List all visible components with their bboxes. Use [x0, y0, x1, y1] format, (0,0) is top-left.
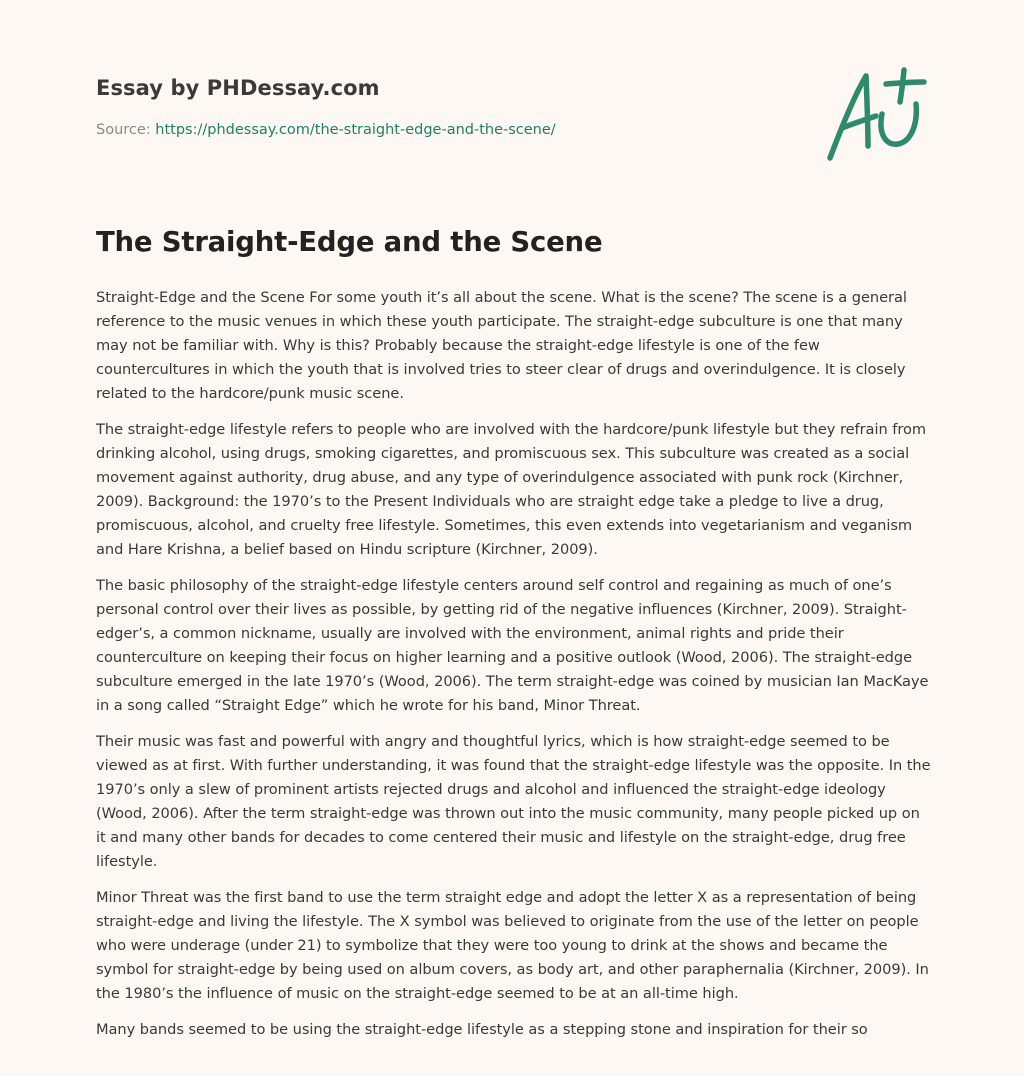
- essay-paragraph: Many bands seemed to be using the straight-edge lifestyle as a stepping stone and inspiration for their so: [96, 1021, 868, 1038]
- a-plus-icon: [820, 66, 930, 166]
- source-label: Source:: [96, 122, 156, 138]
- essay-paragraph: The straight-edge lifestyle refers to people who are involved with the hardcore/punk lifestyle but they refrain from drinking alcohol, using drugs, smoking cigarettes, and promiscuous sex. This subculture was created as a social movement against authority, drug abuse, and any type of overindulgence associated with punk rock (Kirchner, 2009). Background: the 1970’s to the Present Individuals who are straight edge take a pledge to live a drug, promiscuous, alcohol, and cruelty free lifestyle. Sometimes, this even extends into vegetarianism and veganism and Hare Krishna, a belief based on Hindu scripture (Kirchner, 2009).: [96, 421, 927, 558]
- essay-paragraph: Their music was fast and powerful with angry and thoughtful lyrics, which is how straight-edge seemed to be viewed as at first. With further understanding, it was found that the straight-edge lifestyle was the opposite. In the 1970’s only a slew of prominent artists rejected drugs and alcohol and influenced the straight-edge ideology (Wood, 2006). After the term straight-edge was thrown out into the music community, many people picked up on it and many other bands for decades to come centered their music and lifestyle on the straight-edge, drug free lifestyle.: [96, 733, 931, 870]
- essay-paragraph: Straight-Edge and the Scene For some youth it’s all about the scene. What is the scene? The scene is a general reference to the music venues in which these youth participate. The straight-edge subculture is one that many may not be familiar with. Why is this? Probably because the straight-edge lifestyle is one of the few countercultures in which the youth that is involved tries to steer clear of drugs and overindulgence. It is closely related to the hardcore/punk music scene.: [96, 289, 907, 402]
- essay-title: The Straight-Edge and the Scene: [96, 226, 603, 258]
- site-brand: Essay by PHDessay.com: [96, 76, 380, 100]
- page-header: [96, 76, 736, 138]
- essay-paragraph: Minor Threat was the first band to use the term straight edge and adopt the letter X as a representation of being straight-edge and living the lifestyle. The X symbol was believed to originate from the use of the letter on people who were underage (under 21) to symbolize that they were too young to drink at the shows and became the symbol for straight-edge by being used on album covers, as body art, and other paraphernalia (Kirchner, 2009). In the 1980’s the influence of music on the straight-edge seemed to be at an all-time high.: [96, 889, 929, 1002]
- essay-paragraph: The basic philosophy of the straight-edge lifestyle centers around self control and regaining as much of one’s personal control over their lives as possible, by getting rid of the negative influences (Kirchner, 2009). Straight-edger’s, a common nickname, usually are involved with the environment, animal rights and pride their counterculture on keeping their focus on higher learning and a positive outlook (Wood, 2006). The straight-edge subculture emerged in the late 1970’s (Wood, 2006). The term straight-edge was coined by musician Ian MacKaye in a song called “Straight Edge” which he wrote for his band, Minor Threat.: [96, 577, 929, 714]
- source-link[interactable]: https://phdessay.com/the-straight-edge-and-the-scene/: [155, 122, 556, 138]
- essay-body: [96, 286, 931, 1054]
- source-line: [96, 122, 736, 138]
